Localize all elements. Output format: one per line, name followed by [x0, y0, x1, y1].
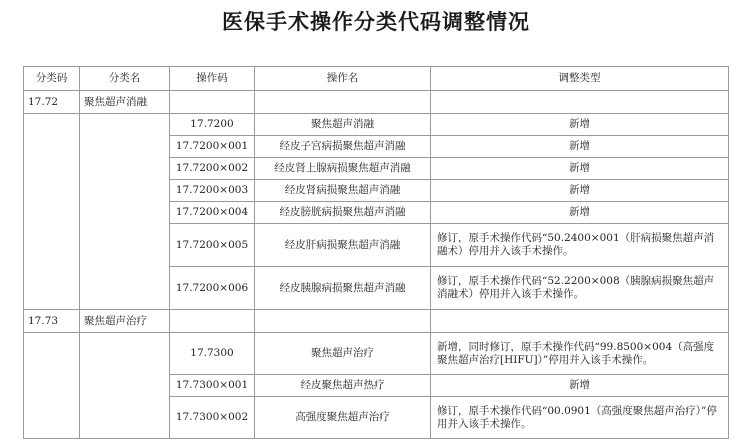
operation-code: 17.7200×005	[170, 224, 255, 267]
adjustment-type: 新增	[431, 202, 729, 224]
operation-name: 经皮肝病损聚焦超声消融	[255, 224, 431, 267]
table-header-row	[24, 67, 729, 91]
adjustment-type: 新增，同时修订，原手术操作代码“99.8500×004（高强度聚焦超声治疗[HIFU]）”停用并入该手术操作。	[431, 333, 729, 375]
operation-code: 17.7300	[170, 333, 255, 375]
adjustment-type: 修订，原手术操作代码“50.2400×001（肝病损聚焦超声消融术）停用并入该手术操作。	[431, 224, 729, 267]
adjustment-type: 修订，原手术操作代码“00.0901（高强度聚焦超声治疗）”停用并入该手术操作。	[431, 397, 729, 439]
operation-code: 17.7200×006	[170, 267, 255, 310]
category-code: 17.73	[24, 310, 80, 333]
operation-name: 经皮子宫病损聚焦超声消融	[255, 136, 431, 158]
operation-name: 高强度聚焦超声治疗	[255, 397, 431, 439]
table-row	[24, 333, 729, 375]
operation-code: 17.7200×001	[170, 136, 255, 158]
header-adjustment-type: 调整类型	[431, 67, 729, 91]
document-title: 医保手术操作分类代码调整情况	[222, 10, 530, 34]
category-name: 聚焦超声治疗	[80, 310, 170, 333]
operation-name: 经皮肾上腺病损聚焦超声消融	[255, 158, 431, 180]
operation-code: 17.7200×002	[170, 158, 255, 180]
section-row	[24, 310, 729, 333]
operation-name: 经皮聚焦超声热疗	[255, 375, 431, 397]
operation-code: 17.7300×001	[170, 375, 255, 397]
operation-name: 经皮膀胱病损聚焦超声消融	[255, 202, 431, 224]
header-category-code: 分类码	[24, 67, 80, 91]
category-code: 17.72	[24, 91, 80, 114]
header-operation-code: 操作码	[170, 67, 255, 91]
operation-name: 经皮肾病损聚焦超声消融	[255, 180, 431, 202]
operation-name: 经皮胰腺病损聚焦超声消融	[255, 267, 431, 310]
adjustment-type: 新增	[431, 114, 729, 136]
adjustment-type: 新增	[431, 180, 729, 202]
operation-code: 17.7200	[170, 114, 255, 136]
adjustment-type: 新增	[431, 158, 729, 180]
adjustment-type: 修订，原手术操作代码“52.2200×008（胰腺病损聚焦超声消融术）停用并入该手术操作。	[431, 267, 729, 310]
adjustment-type: 新增	[431, 375, 729, 397]
operation-code: 17.7300×002	[170, 397, 255, 439]
operation-name: 聚焦超声治疗	[255, 333, 431, 375]
table-row	[24, 114, 729, 136]
operation-name: 聚焦超声消融	[255, 114, 431, 136]
section-row	[24, 91, 729, 114]
operation-code: 17.7200×004	[170, 202, 255, 224]
header-operation-name: 操作名	[255, 67, 431, 91]
code-adjustment-table	[23, 66, 729, 439]
header-category-name: 分类名	[80, 67, 170, 91]
operation-code: 17.7200×003	[170, 180, 255, 202]
category-name: 聚焦超声消融	[80, 91, 170, 114]
adjustment-type: 新增	[431, 136, 729, 158]
